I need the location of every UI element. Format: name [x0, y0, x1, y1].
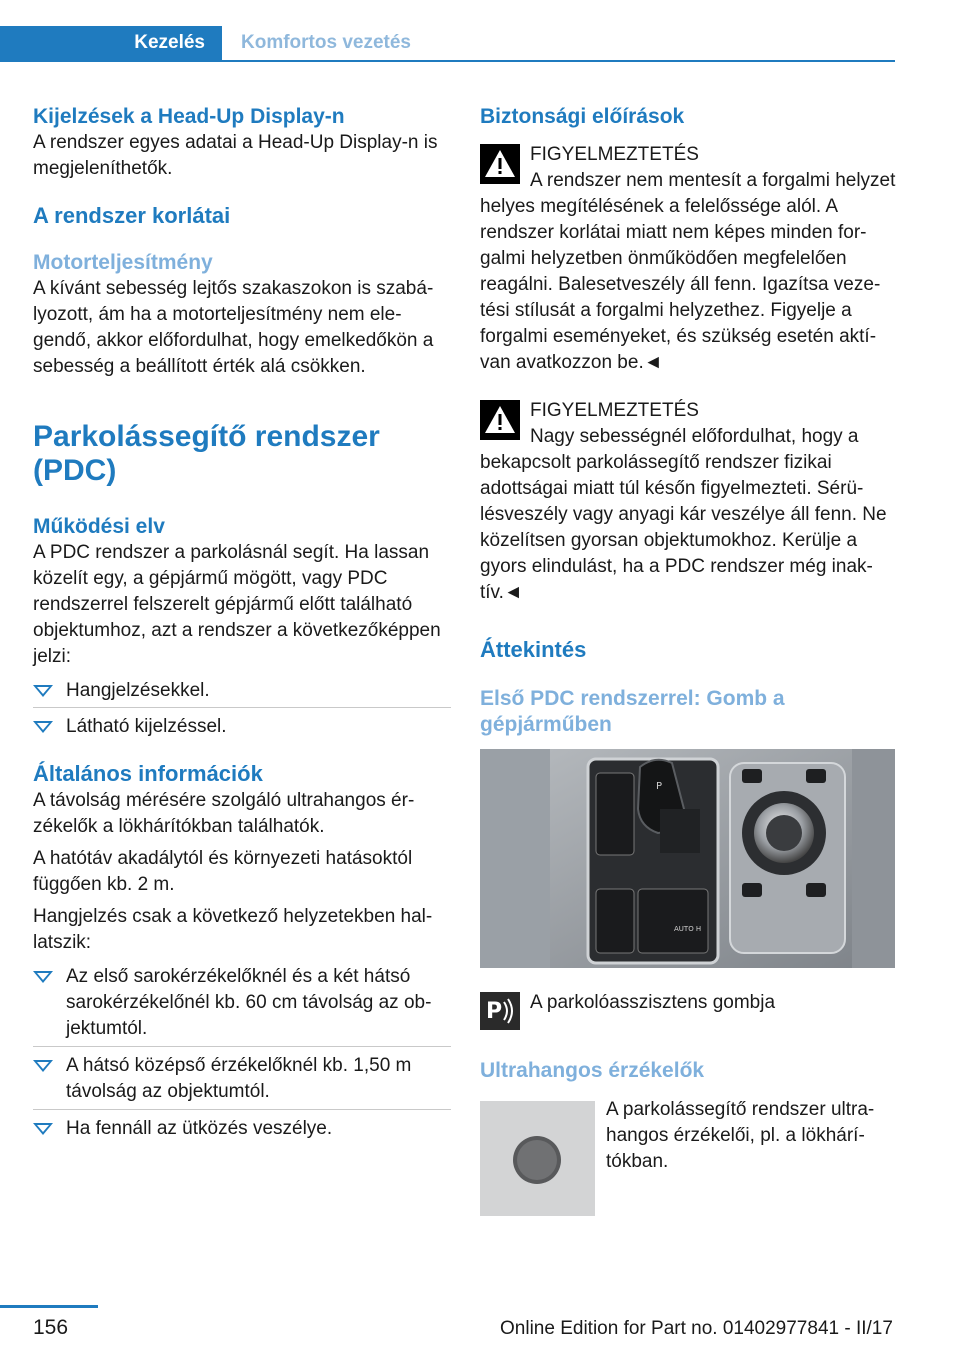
- warning-2: [480, 398, 896, 606]
- warning-1-title: FIGYELMEZTETÉS: [530, 144, 699, 165]
- triangle-bullet-icon: [33, 1123, 53, 1135]
- footer-rule: [0, 1305, 98, 1308]
- text-principle: A PDC rendszer a parkolásnál segít. Ha lassan közelít egy, a gépjármű mögött, vagy PDC rendszerrel felszerelt gépjármű előtt található objektumhoz, azt a rendszer a következőképpen jelzi:: [33, 542, 441, 667]
- heading-safety: Biztonsági előírások: [480, 105, 685, 128]
- heading-principle: Működési elv: [33, 515, 165, 538]
- warning-2-title: FIGYELMEZTETÉS: [530, 400, 699, 421]
- tab-kezeles[interactable]: [0, 26, 222, 60]
- triangle-bullet-icon: [33, 1060, 53, 1072]
- warning-triangle-icon: [480, 144, 520, 184]
- heading-engine: Motorteljesítmény: [33, 251, 213, 274]
- heading-limits: A rendszer korlátai: [33, 203, 231, 228]
- button-caption: [480, 990, 896, 1024]
- list-item: Az első sarokérzékelőknél és a két hátsó sarokérzékelőnél kb. 60 cm távolság az objektumtól.: [33, 964, 451, 1042]
- tab-komfortos-label: Komfortos vezetés: [241, 32, 411, 53]
- heading-pdc: Parkolássegítő rendszer (PDC): [33, 420, 380, 487]
- text-general-1: A távolság mérésére szolgáló ultrahangos érzékelők a lökhárítókban találhatók.: [33, 790, 415, 837]
- chapter-header: [0, 26, 895, 62]
- edition-text: Online Edition for Part no. 01402977841 - II/17: [500, 1318, 893, 1339]
- sound-list: [33, 964, 451, 1142]
- triangle-bullet-icon: [33, 721, 53, 733]
- list-item: Látható kijelzéssel.: [33, 714, 451, 740]
- list-item: Hangjelzésekkel.: [33, 678, 451, 704]
- center-console-image: [480, 749, 895, 968]
- signal-list: [33, 678, 451, 740]
- heading-first-pdc: Első PDC rendszerrel: Gomb a gépjárműben: [480, 687, 785, 736]
- list-divider: [33, 707, 451, 708]
- parking-assistant-icon: [480, 992, 520, 1030]
- list-item: Ha fennáll az ütközés veszélye.: [33, 1116, 451, 1142]
- warning-1: [480, 142, 896, 376]
- text-general-2: A hatótáv akadálytól és környezeti hatásoktól függően kb. 2 m.: [33, 848, 413, 895]
- tab-kezeles-label: Kezelés: [134, 32, 205, 53]
- console-photo: [480, 749, 895, 968]
- svg-text:P: P: [486, 999, 503, 1024]
- right-column: [480, 100, 896, 738]
- text-hud: A rendszer egyes adatai a Head-Up Display-n is megjeleníthetők.: [33, 132, 438, 179]
- triangle-bullet-icon: [33, 685, 53, 697]
- ultrasonic-sensor-image: [480, 1101, 595, 1216]
- warning-2-text: Nagy sebességnél előfordulhat, hogy a bekapcsolt parkolássegítő rendszer fizikai adottságai miatt túl későn figyelmezteti. Sérülésveszély vagy anyagi kár veszélye áll fenn. Ne közelítsen gyorsan objektumokhoz. Kerülje a gyors elindulást, ha a PDC rendszer még inaktív.◄: [480, 426, 887, 603]
- photo-label-autoh: AUTO H: [674, 925, 702, 933]
- warning-1-text: A rendszer nem mentesít a forgalmi helyzet helyes megítélésének a felelőssége alól. A rendszer korlátai miatt nem képes minden forgalmi helyzetben önműködően megfelelően reagálni. Balesetveszély áll fenn. Igazítsa vezetési stílusát a forgalmi helyzethez. Figyelje a forgalmi eseményeket, és szükség esetén aktívan avatkozzon be.◄: [480, 170, 896, 373]
- header-rule: [0, 60, 895, 62]
- text-engine: A kívánt sebesség lejtős szakaszokon is szabályozott, ám ha a motorteljesítmény nem elegendő, akkor előfordulhat, hogy emelkedőkön a sebesség a beállított érték alá csökken.: [33, 278, 434, 377]
- text-general-3: Hangjelzés csak a következő helyzetekben hallatszik:: [33, 906, 433, 953]
- caption-button-text: A parkolóasszisztens gombja: [530, 992, 776, 1013]
- heading-ultrasonic: Ultrahangos érzékelők: [480, 1059, 705, 1082]
- page-number: 156: [33, 1316, 69, 1339]
- text-ultrasonic: A parkolássegítő rendszer ultrahangos érzékelői, pl. a lökhárítókban.: [606, 1099, 875, 1172]
- heading-general: Általános információk: [33, 761, 263, 786]
- tab-komfortos-vezetes[interactable]: [241, 26, 411, 60]
- left-column: [33, 100, 451, 1142]
- heading-overview: Áttekintés: [480, 637, 587, 662]
- heading-hud: Kijelzések a Head-Up Display-n: [33, 105, 345, 128]
- warning-triangle-icon: [480, 400, 520, 440]
- list-divider: [33, 1046, 451, 1047]
- photo-label-p: P: [656, 781, 663, 792]
- list-item: A hátsó középső érzékelőknél kb. 1,50 m távolság az objektumtól.: [33, 1053, 451, 1105]
- list-divider: [33, 1109, 451, 1110]
- sensor-photo: [480, 1101, 595, 1216]
- triangle-bullet-icon: [33, 971, 53, 983]
